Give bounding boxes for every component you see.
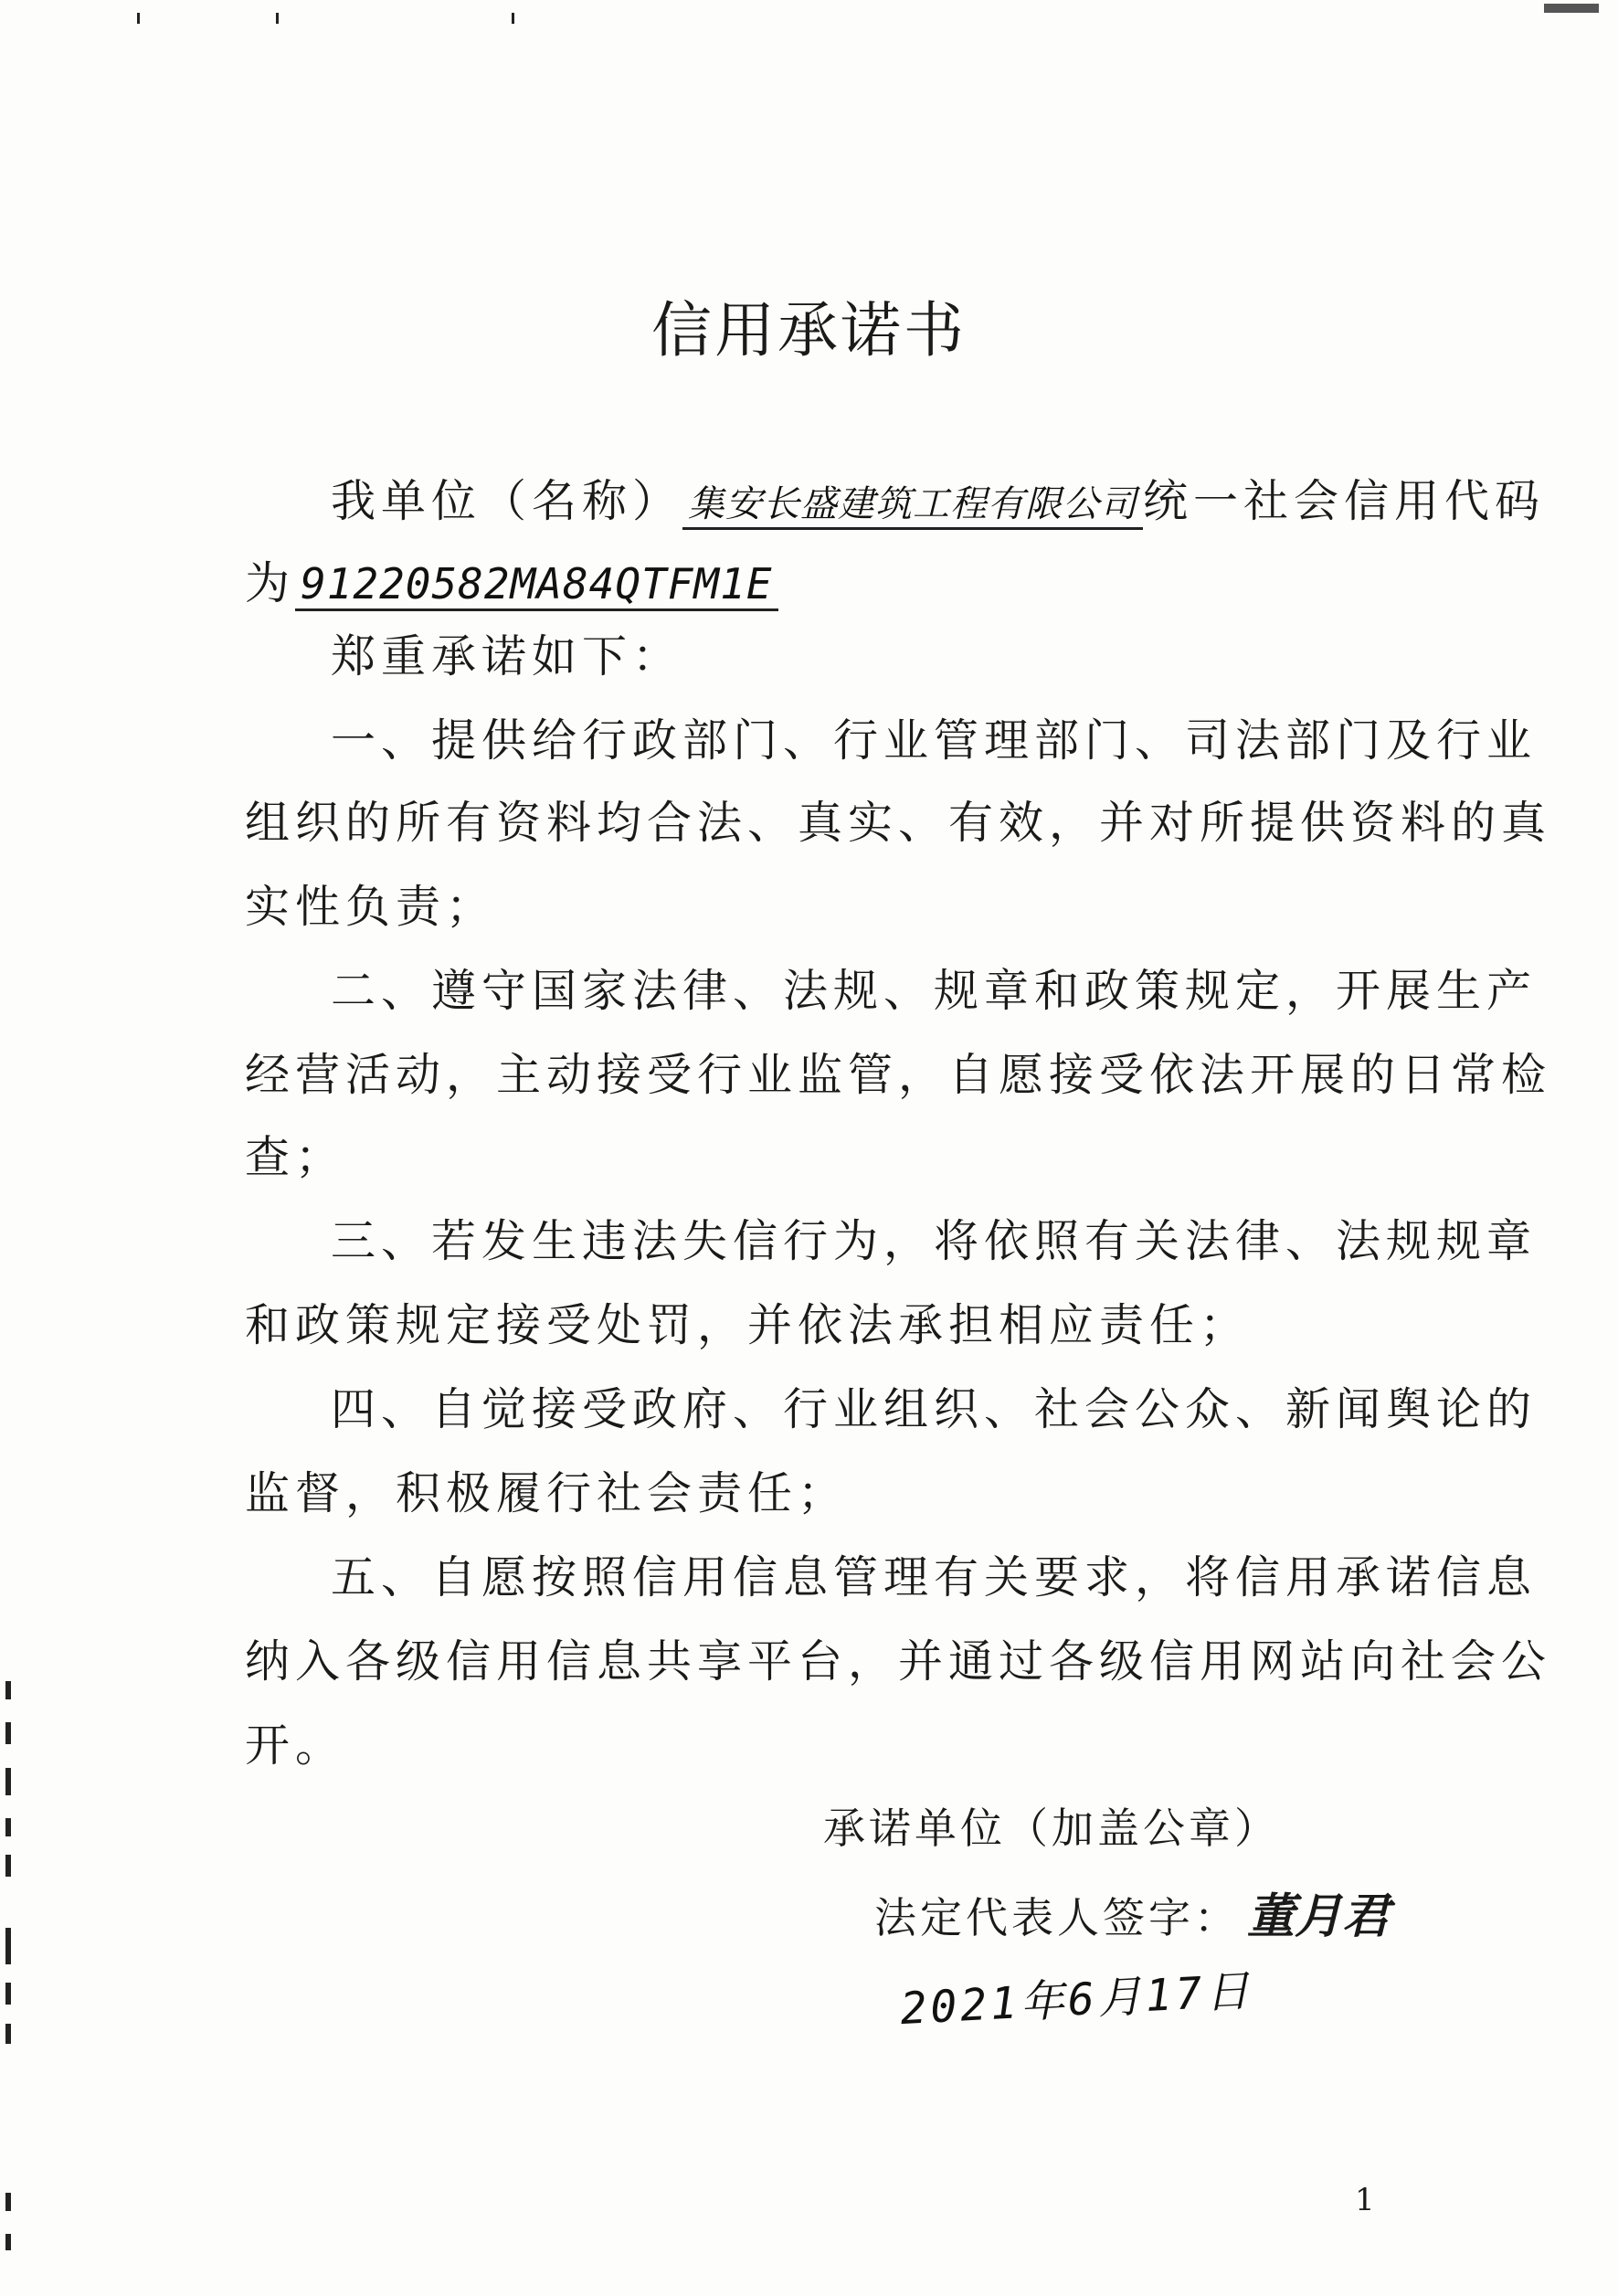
clause-3-line-2: 和政策规定接受处罚，并依法承担相应责任； <box>245 1299 1251 1351</box>
clause-1-line-3: 实性负责； <box>245 881 497 933</box>
clause-5-line-1: 五、自愿按照信用信息管理有关要求，将信用承诺信息 <box>331 1551 1538 1603</box>
clause-2-line-3: 查； <box>245 1131 346 1183</box>
clause-4-line-1: 四、自觉接受政府、行业组织、社会公众、新闻舆论的 <box>331 1383 1538 1435</box>
clause-5-line-3: 开。 <box>245 1719 346 1772</box>
scan-mark <box>5 1722 11 1744</box>
intro-prefix: 我单位（名称） <box>331 475 683 527</box>
scan-mark <box>5 1983 11 2005</box>
commitment-unit-label: 承诺单位（加盖公章） <box>823 1804 1280 1853</box>
document-title: 信用承诺书 <box>651 295 967 365</box>
clause-1-line-1: 一、提供给行政部门、行业管理部门、司法部门及行业 <box>331 714 1538 767</box>
opening-statement: 郑重承诺如下： <box>331 630 683 682</box>
scan-mark <box>5 1768 11 1795</box>
intro-suffix: 统一社会信用代码 <box>1143 475 1546 527</box>
credit-code-line <box>245 548 778 612</box>
scan-mark <box>5 1928 11 1964</box>
scan-mark <box>276 13 279 24</box>
clause-4-line-2: 监督，积极履行社会责任； <box>245 1467 849 1519</box>
scan-mark <box>5 2024 11 2044</box>
company-name-handwritten: 集安长盛建筑工程有限公司 <box>682 475 1143 530</box>
scan-mark <box>5 2234 11 2250</box>
scan-mark <box>5 1681 11 1699</box>
legal-rep-label: 法定代表人签字： <box>873 1893 1240 1942</box>
scan-mark <box>512 13 514 24</box>
clause-5-line-2: 纳入各级信用信息共享平台，并通过各级信用网站向社会公 <box>245 1635 1552 1688</box>
clause-2-line-1: 二、遵守国家法律、法规、规章和政策规定，开展生产 <box>331 965 1538 1017</box>
clause-3-line-1: 三、若发生违法失信行为，将依照有关法律、法规规章 <box>331 1215 1538 1267</box>
code-prefix: 为 <box>245 557 296 609</box>
clause-1-line-2: 组织的所有资料均合法、真实、有效，并对所提供资料的真 <box>245 797 1552 849</box>
signing-date-handwritten: 2021年6月17日 <box>898 1964 1254 2036</box>
credit-code-handwritten: 91220582MA84QTFM1E <box>295 559 778 611</box>
scan-mark <box>5 1855 11 1877</box>
page-number: 1 <box>1355 2182 1375 2218</box>
scan-mark <box>137 13 140 24</box>
scan-mark <box>5 2193 11 2211</box>
clause-2-line-2: 经营活动，主动接受行业监管，自愿接受依法开展的日常检 <box>245 1049 1552 1101</box>
scan-mark <box>1544 4 1599 13</box>
scan-mark <box>5 1818 11 1836</box>
legal-rep-signature: 董月君 <box>1246 1889 1390 1944</box>
legal-rep-line <box>874 1878 1390 1946</box>
intro-line <box>331 466 1545 530</box>
